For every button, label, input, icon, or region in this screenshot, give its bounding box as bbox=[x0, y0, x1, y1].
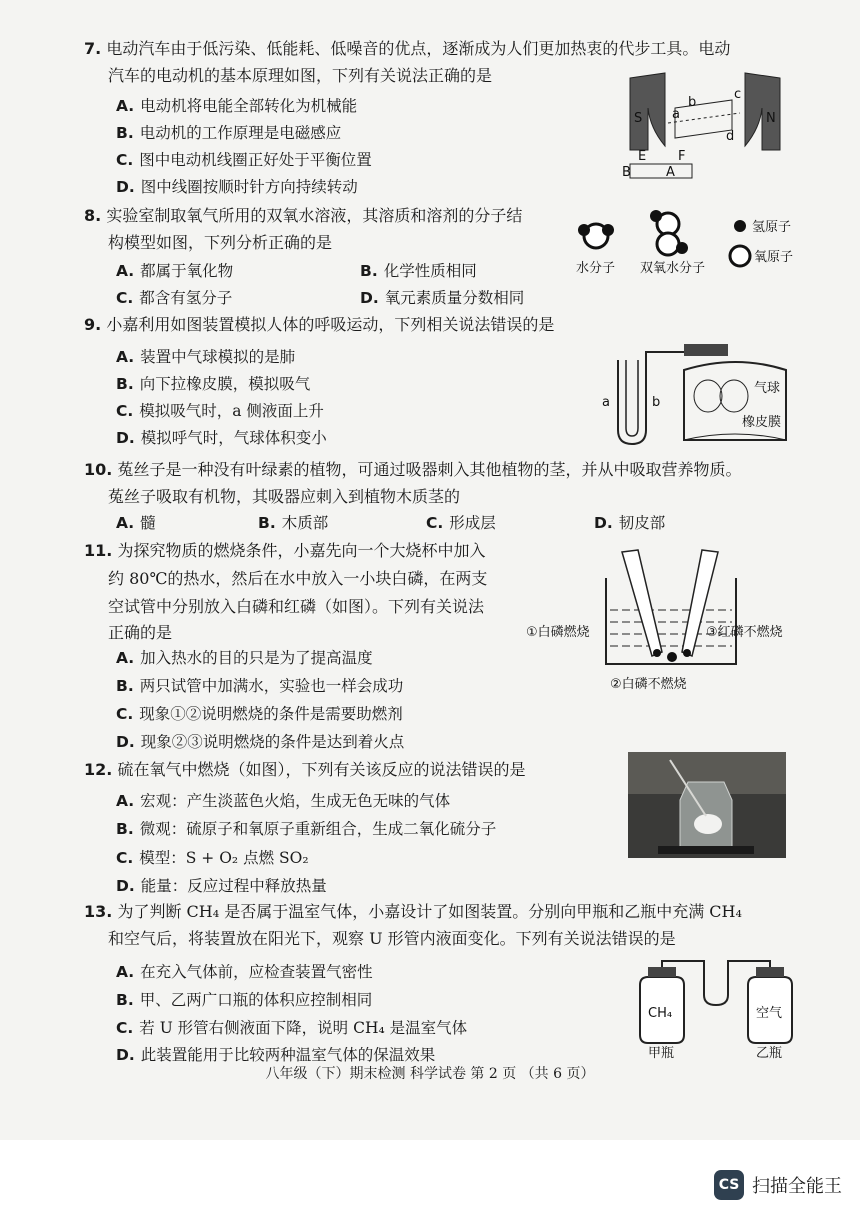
option-text: 模型：S + O₂ 点燃 SO₂ bbox=[139, 849, 309, 867]
option-text: 都属于氧化物 bbox=[140, 262, 234, 280]
option-letter: D. bbox=[116, 178, 135, 196]
question-text: 硫在氧气中燃烧（如图），下列有关该反应的说法错误的是 bbox=[117, 760, 526, 779]
option-text: 模拟吸气时，a 侧液面上升 bbox=[139, 402, 324, 420]
option-text: 装置中气球模拟的是肺 bbox=[140, 348, 296, 366]
water-h-atom-icon bbox=[602, 224, 614, 236]
question-13-stem bbox=[84, 899, 742, 925]
question-7-stem-line2: 汽车的电动机的基本原理如图，下列有关说法正确的是 bbox=[108, 66, 493, 85]
option-text: 化学性质相同 bbox=[383, 262, 477, 280]
option-text: 模拟呼气时，气球体积变小 bbox=[140, 429, 327, 447]
flame-icon bbox=[694, 814, 722, 834]
option-text: 韧皮部 bbox=[618, 514, 666, 532]
scanner-watermark bbox=[714, 1170, 842, 1200]
stopper-icon bbox=[684, 344, 728, 356]
option-text: 图中电动机线圈正好处于平衡位置 bbox=[139, 151, 372, 169]
option-letter: A. bbox=[116, 649, 135, 667]
label-red-not-burning: ③红磷不燃烧 bbox=[706, 625, 783, 640]
label-c: c bbox=[734, 87, 742, 102]
option-text: 现象①②说明燃烧的条件是需要助燃剂 bbox=[139, 705, 403, 723]
option-c[interactable] bbox=[116, 1015, 467, 1041]
option-d[interactable] bbox=[116, 425, 327, 451]
option-b[interactable] bbox=[116, 673, 403, 699]
option-text: 向下拉橡皮膜，模拟吸气 bbox=[139, 375, 311, 393]
option-letter: B. bbox=[116, 124, 134, 142]
option-a[interactable] bbox=[116, 645, 373, 671]
option-c[interactable] bbox=[116, 285, 232, 311]
option-c[interactable] bbox=[116, 845, 309, 871]
option-letter: D. bbox=[116, 733, 135, 751]
combustion-experiment bbox=[526, 540, 806, 698]
option-a[interactable] bbox=[116, 258, 233, 284]
brand-name: 扫描全能王 bbox=[752, 1176, 842, 1197]
option-letter: A. bbox=[116, 97, 135, 115]
question-10-stem bbox=[84, 457, 741, 483]
option-b[interactable] bbox=[116, 987, 372, 1013]
option-c[interactable] bbox=[116, 147, 372, 173]
option-letter: C. bbox=[116, 705, 134, 723]
option-c[interactable] bbox=[116, 701, 403, 727]
bottle-yi-label: 乙瓶 bbox=[756, 1046, 783, 1059]
water-h-atom-icon bbox=[578, 224, 590, 236]
option-letter: C. bbox=[116, 151, 134, 169]
option-letter: A. bbox=[116, 963, 135, 981]
u-tube-inner bbox=[626, 360, 638, 436]
test-tube-icon bbox=[622, 550, 662, 656]
option-letter: B. bbox=[116, 677, 134, 695]
option-text: 两只试管中加满水，实验也一样会成功 bbox=[139, 677, 404, 695]
question-text: 为了判断 CH₄ 是否属于温室气体，小嘉设计了如图装置。分别向甲瓶和乙瓶中充满 CH₄ bbox=[117, 902, 742, 921]
question-11-stem bbox=[84, 538, 485, 564]
option-letter: D. bbox=[360, 289, 379, 307]
molecule-models bbox=[572, 206, 812, 284]
option-a[interactable] bbox=[116, 788, 450, 814]
h2o2-h-atom-icon bbox=[676, 242, 688, 254]
label-white-not-burning: ②白磷不燃烧 bbox=[610, 677, 687, 692]
question-number: 9. bbox=[84, 315, 102, 334]
label-b: b bbox=[652, 395, 661, 410]
option-d[interactable] bbox=[594, 510, 665, 536]
red-phosphorus-icon bbox=[683, 649, 691, 657]
h-atom-label: 氢原子 bbox=[752, 220, 792, 235]
option-letter: B. bbox=[258, 514, 276, 532]
question-number: 13. bbox=[84, 902, 113, 921]
question-8-stem bbox=[84, 203, 522, 229]
option-letter: A. bbox=[116, 514, 135, 532]
label-f: F bbox=[678, 149, 686, 164]
option-text: 电动机的工作原理是电磁感应 bbox=[139, 124, 342, 142]
option-letter: B. bbox=[360, 262, 378, 280]
option-b[interactable] bbox=[116, 120, 341, 146]
option-d[interactable] bbox=[116, 729, 404, 755]
gas-ch4-label: CH₄ bbox=[648, 1006, 673, 1021]
option-text: 宏观：产生淡蓝色火焰，生成无色无味的气体 bbox=[140, 792, 451, 810]
question-9-stem bbox=[84, 312, 554, 338]
motor-diagram bbox=[620, 68, 790, 186]
question-text: 小嘉利用如图装置模拟人体的呼吸运动，下列相关说法错误的是 bbox=[106, 315, 555, 334]
h2o2-o-atom-icon bbox=[657, 233, 679, 255]
question-11-stem-line3: 空试管中分别放入白磷和红磷（如图）。下列有关说法 bbox=[108, 597, 485, 616]
option-letter: C. bbox=[116, 289, 134, 307]
question-7-stem bbox=[84, 36, 730, 62]
option-letter: D. bbox=[116, 429, 135, 447]
h2o2-h-atom-icon bbox=[650, 210, 662, 222]
option-text: 甲、乙两广口瓶的体积应控制相同 bbox=[139, 991, 373, 1009]
option-a[interactable] bbox=[116, 344, 295, 370]
question-11-stem-line4: 正确的是 bbox=[108, 623, 173, 642]
gas-air-label: 空气 bbox=[756, 1006, 783, 1021]
breathing-model bbox=[600, 340, 800, 448]
option-d[interactable] bbox=[116, 174, 358, 200]
option-b[interactable] bbox=[116, 371, 310, 397]
question-8-stem-line2: 构模型如图，下列分析正确的是 bbox=[108, 233, 333, 252]
option-letter: C. bbox=[426, 514, 444, 532]
option-b[interactable] bbox=[360, 258, 477, 284]
balloon-icon bbox=[694, 380, 722, 412]
option-text: 图中线圈按顺时针方向持续转动 bbox=[140, 178, 358, 196]
label-s: S bbox=[634, 111, 643, 126]
option-a[interactable] bbox=[116, 93, 357, 119]
label-a: a bbox=[602, 395, 610, 410]
page-footer: 八年级（下）期末检测 科学试卷 第 2 页 （共 6 页） bbox=[265, 1066, 595, 1082]
question-text: 电动汽车由于低污染、低能耗、低噪音的优点，逐渐成为人们更加热衷的代步工具。电动 bbox=[106, 39, 731, 58]
label-d: d bbox=[726, 129, 735, 144]
option-letter: A. bbox=[116, 792, 135, 810]
question-number: 12. bbox=[84, 760, 113, 779]
option-b[interactable] bbox=[116, 816, 496, 842]
option-d[interactable] bbox=[116, 873, 327, 899]
option-text: 此装置能用于比较两种温室气体的保温效果 bbox=[140, 1046, 436, 1064]
label-a-brush: A bbox=[666, 165, 675, 180]
option-c[interactable] bbox=[426, 510, 496, 536]
option-letter: C. bbox=[116, 849, 134, 867]
option-letter: A. bbox=[116, 262, 135, 280]
option-letter: D. bbox=[116, 1046, 135, 1064]
label-e: E bbox=[638, 149, 647, 164]
stand-icon bbox=[658, 846, 754, 854]
option-text: 在充入气体前，应检查装置气密性 bbox=[140, 963, 373, 981]
balloon-icon bbox=[720, 380, 748, 412]
question-text: 为探究物质的燃烧条件，小嘉先向一个大烧杯中加入 bbox=[117, 541, 486, 560]
membrane-label: 橡皮膜 bbox=[742, 415, 782, 430]
stopper-icon bbox=[756, 967, 784, 977]
question-number: 8. bbox=[84, 206, 102, 225]
question-number: 7. bbox=[84, 39, 102, 58]
question-number: 10. bbox=[84, 460, 113, 479]
label-white-burning: ①白磷燃烧 bbox=[526, 625, 590, 640]
camscanner-logo-icon: CS bbox=[714, 1170, 744, 1200]
question-text: 菟丝子是一种没有叶绿素的植物，可通过吸器刺入其他植物的茎，并从中吸取营养物质。 bbox=[117, 460, 742, 479]
water-label: 水分子 bbox=[576, 261, 616, 276]
option-letter: D. bbox=[594, 514, 613, 532]
label-n: N bbox=[766, 111, 776, 126]
option-letter: C. bbox=[116, 402, 134, 420]
white-phosphorus-icon bbox=[653, 649, 661, 657]
balloon-label: 气球 bbox=[754, 381, 781, 396]
legend-o-atom-icon bbox=[730, 246, 750, 266]
question-13-stem-line2: 和空气后，将装置放在阳光下，观察 U 形管内液面变化。下列有关说法错误的是 bbox=[108, 929, 676, 948]
option-text: 电动机将电能全部转化为机械能 bbox=[140, 97, 358, 115]
option-text: 都含有氢分子 bbox=[139, 289, 233, 307]
option-c[interactable] bbox=[116, 398, 324, 424]
option-letter: B. bbox=[116, 375, 134, 393]
question-10-stem-line2: 菟丝子吸取有机物，其吸器应刺入到植物木质茎的 bbox=[108, 487, 461, 506]
coil-icon bbox=[675, 100, 732, 138]
stopper-icon bbox=[648, 967, 676, 977]
legend-h-atom-icon bbox=[734, 220, 746, 232]
option-text: 加入热水的目的只是为了提高温度 bbox=[140, 649, 373, 667]
option-letter: B. bbox=[116, 991, 134, 1009]
sulfur-burning-photo bbox=[628, 752, 786, 858]
option-text: 微观：硫原子和氧原子重新组合，生成二氧化硫分子 bbox=[139, 820, 497, 838]
question-number: 11. bbox=[84, 541, 113, 560]
option-text: 若 U 形管右侧液面下降，说明 CH₄ 是温室气体 bbox=[139, 1019, 468, 1037]
label-a: a bbox=[672, 107, 680, 122]
o-atom-label: 氧原子 bbox=[754, 250, 794, 265]
option-text: 木质部 bbox=[281, 514, 329, 532]
white-phosphorus-water-icon bbox=[667, 652, 677, 662]
question-11-stem-line2: 约 80℃的热水，然后在水中放入一小块白磷，在两支 bbox=[108, 569, 488, 588]
label-b-brush: B bbox=[622, 165, 631, 180]
test-tube-icon bbox=[682, 550, 718, 656]
beaker-icon bbox=[606, 578, 736, 664]
question-text: 实验室制取氧气所用的双氧水溶液，其溶质和溶剂的分子结 bbox=[106, 206, 523, 225]
bottle-jia-label: 甲瓶 bbox=[648, 1046, 675, 1059]
option-text: 能量：反应过程中释放热量 bbox=[140, 877, 327, 895]
option-a[interactable] bbox=[116, 959, 373, 985]
option-a[interactable] bbox=[116, 510, 156, 536]
label-b: b bbox=[688, 95, 697, 110]
commutator-box bbox=[630, 164, 692, 178]
option-text: 髓 bbox=[140, 514, 156, 532]
option-letter: A. bbox=[116, 348, 135, 366]
option-text: 氧元素质量分数相同 bbox=[384, 289, 525, 307]
h2o2-label: 双氧水分子 bbox=[640, 261, 706, 276]
greenhouse-apparatus bbox=[636, 955, 796, 1059]
option-letter: C. bbox=[116, 1019, 134, 1037]
option-letter: D. bbox=[116, 877, 135, 895]
option-text: 现象②③说明燃烧的条件是达到着火点 bbox=[140, 733, 405, 751]
option-letter: B. bbox=[116, 820, 134, 838]
question-12-stem bbox=[84, 757, 525, 783]
option-b[interactable] bbox=[258, 510, 328, 536]
option-d[interactable] bbox=[360, 285, 524, 311]
option-text: 形成层 bbox=[449, 514, 496, 532]
